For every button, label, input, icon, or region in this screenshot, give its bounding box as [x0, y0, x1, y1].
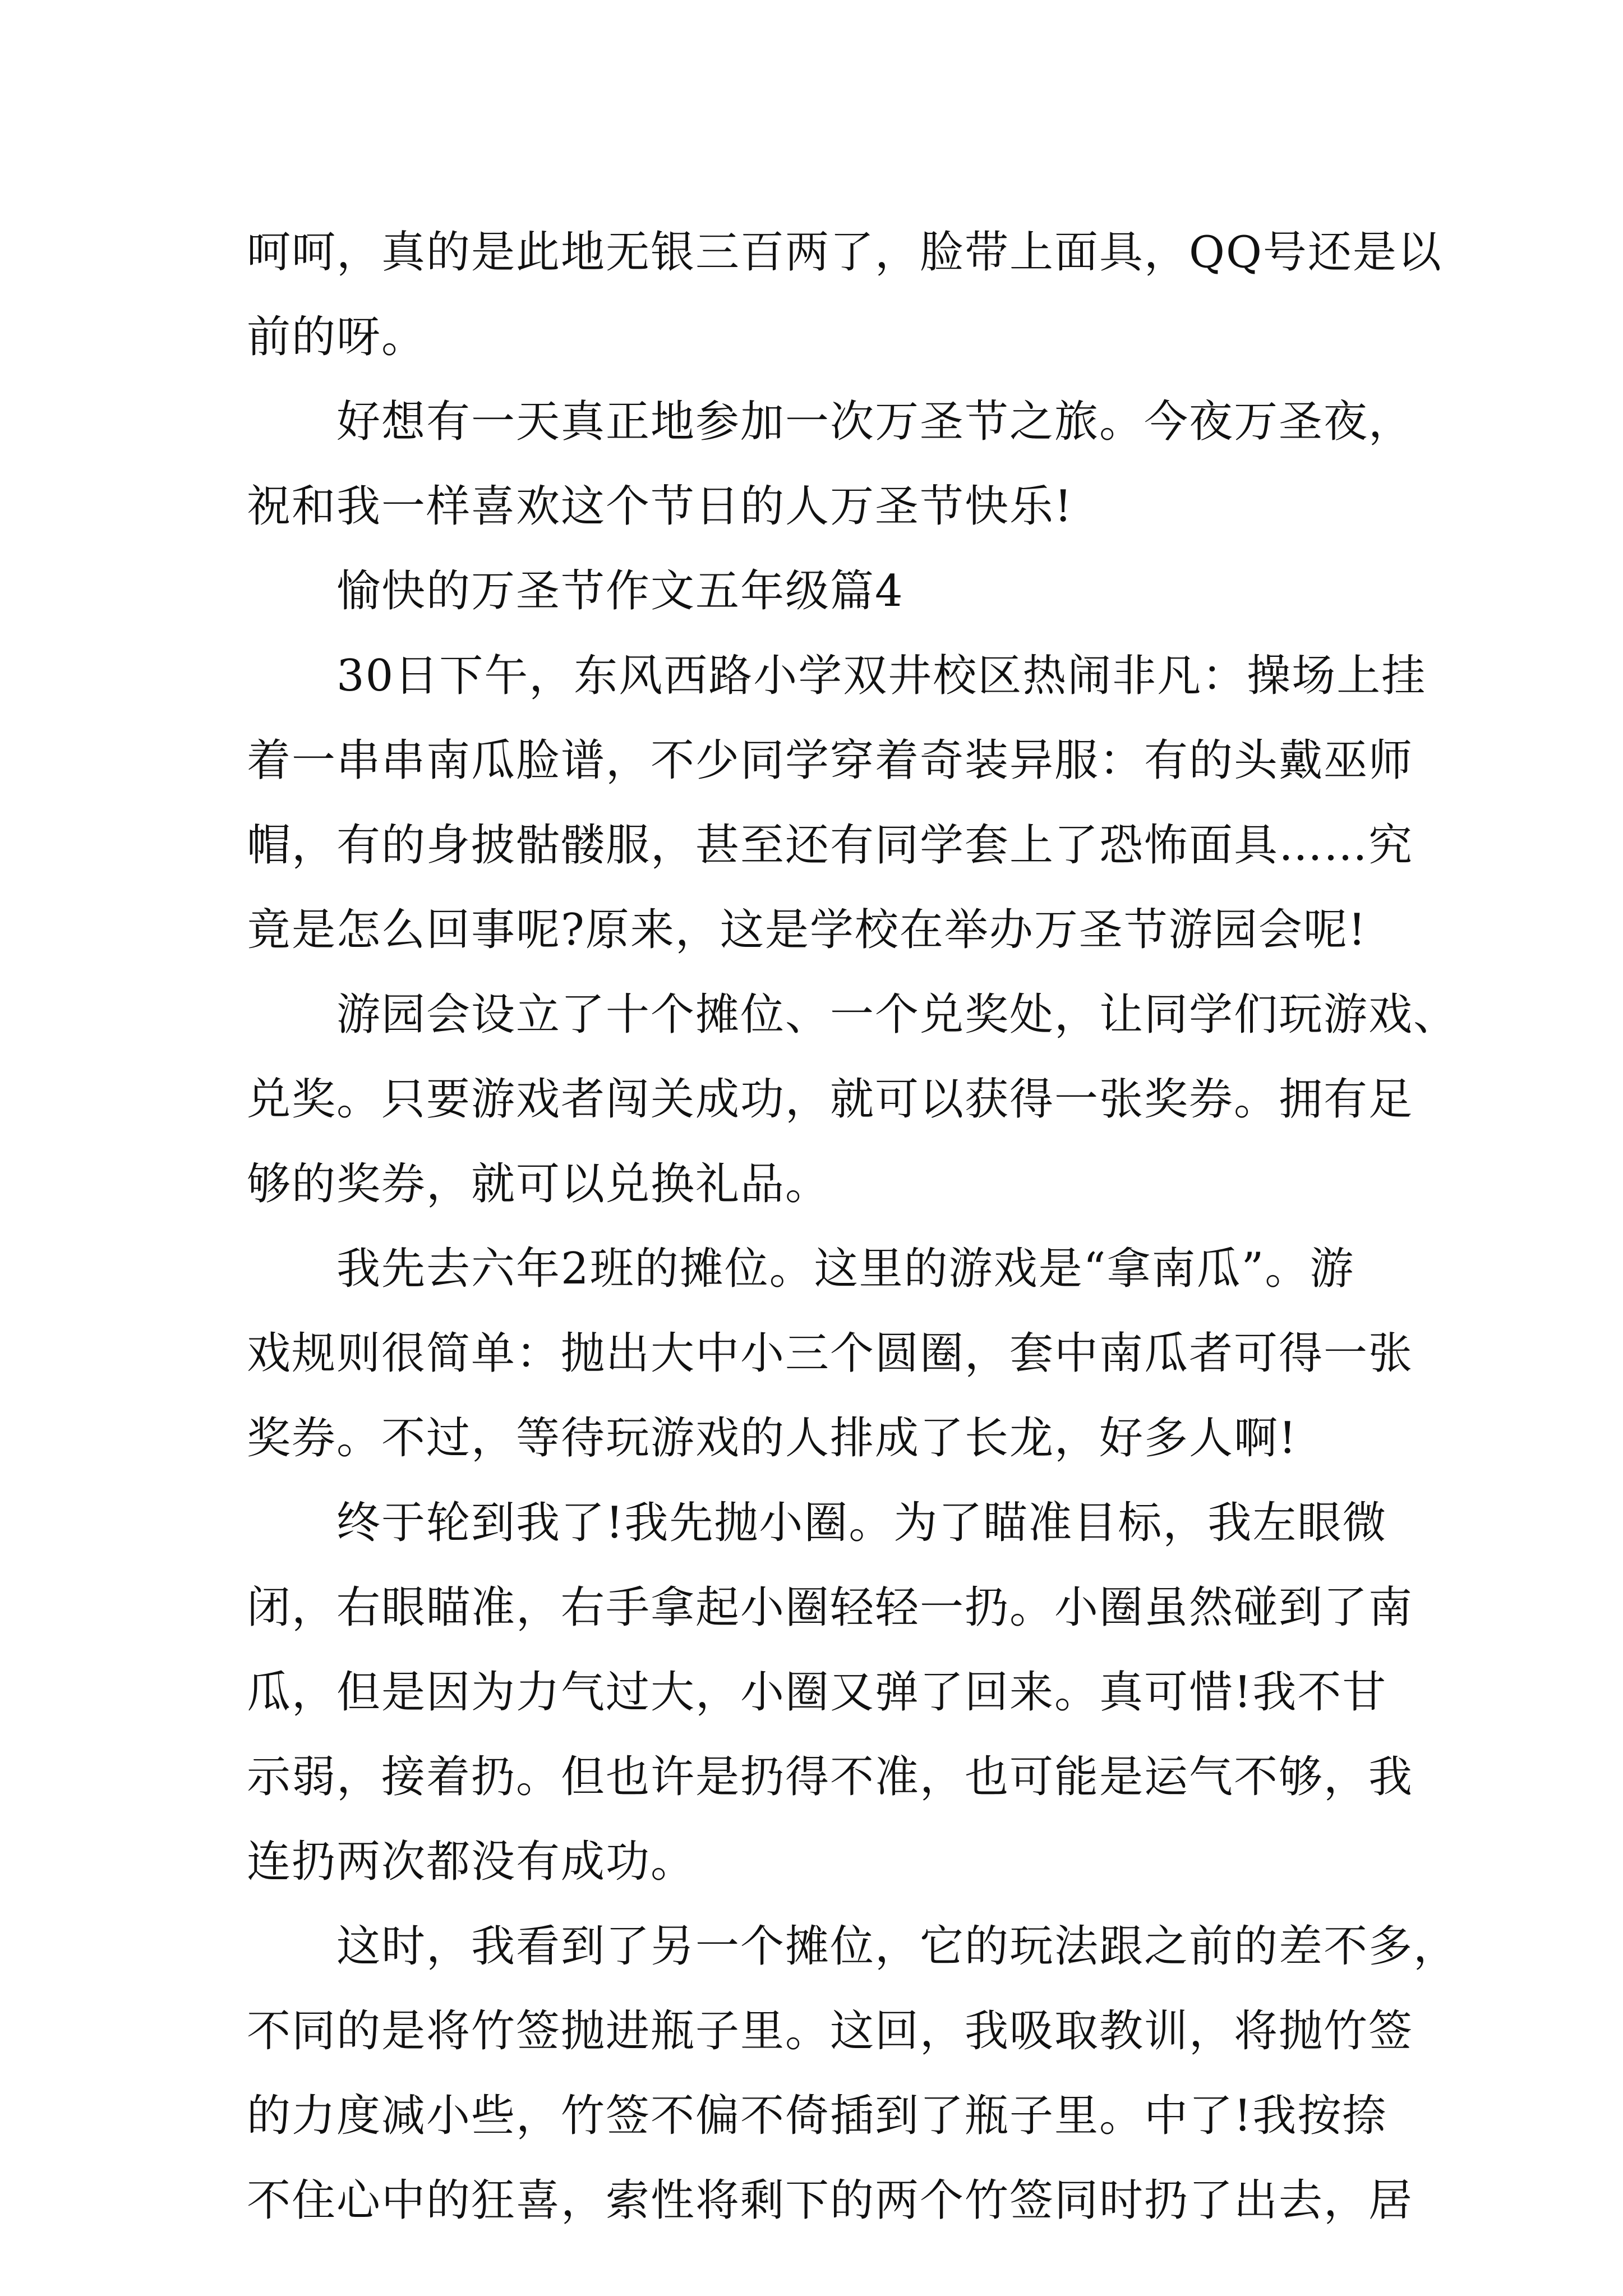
- paragraph: [247, 1481, 1414, 1904]
- heading-line: 愉快的万圣节作文五年级篇4: [336, 566, 904, 616]
- text-line: 瓜，但是因为力气过大，小圈又弹了回来。真可惜!我不甘: [247, 1667, 1387, 1718]
- paragraph: [247, 1227, 1414, 1481]
- text-line: 示弱，接着扔。但也许是扔得不准，也可能是运气不够，我: [247, 1752, 1414, 1802]
- text-line: 这时，我看到了另一个摊位，它的玩法跟之前的差不多，: [336, 1921, 1459, 1972]
- section-heading: [247, 549, 1396, 634]
- text-line: 奖券。不过，等待玩游戏的人排成了长龙，好多人啊!: [247, 1413, 1298, 1464]
- text-line: 着一串串南瓜脸谱，不少同学穿着奇装异服：有的头戴巫师: [247, 735, 1414, 786]
- text-line: 终于轮到我了!我先抛小圈。为了瞄准目标，我左眼微: [336, 1498, 1387, 1548]
- text-line: 30日下午，东风西路小学双井校区热闹非凡：操场上挂: [336, 651, 1427, 701]
- text-line: 戏规则很简单：抛出大中小三个圆圈，套中南瓜者可得一张: [247, 1328, 1414, 1379]
- text-line: 闭，右眼瞄准，右手拿起小圈轻轻一扔。小圈虽然碰到了南: [247, 1582, 1414, 1633]
- text-line: 不同的是将竹签抛进瓶子里。这回，我吸取教训，将抛竹签: [247, 2006, 1414, 2056]
- text-line: 祝和我一样喜欢这个节日的人万圣节快乐!: [247, 481, 1073, 532]
- text-line: 呵呵，真的是此地无银三百两了，脸带上面具，QQ号还是以: [247, 227, 1442, 278]
- text-line: 帽，有的身披骷髅服，甚至还有同学套上了恐怖面具……究: [247, 820, 1414, 871]
- text-line: 够的奖券，就可以兑换礼品。: [247, 1159, 831, 1209]
- document-body: [247, 210, 1459, 2243]
- text-line: 不住心中的狂喜，索性将剩下的两个竹签同时扔了出去，居: [247, 2175, 1414, 2226]
- text-line: 游园会设立了十个摊位、一个兑奖处，让同学们玩游戏、: [336, 990, 1459, 1040]
- text-line: 前的呀。: [247, 312, 427, 362]
- paragraph: [247, 634, 1427, 973]
- paragraph: [247, 380, 1414, 549]
- text-line: 的力度减小些，竹签不偏不倚插到了瓶子里。中了!我按捺: [247, 2091, 1387, 2141]
- text-line: 连扔两次都没有成功。: [247, 1837, 696, 1887]
- paragraph: [247, 973, 1459, 1227]
- text-line: 我先去六年2班的摊位。这里的游戏是“拿南瓜”。游: [336, 1244, 1355, 1294]
- text-line: 竟是怎么回事呢?原来，这是学校在举办万圣节游园会呢!: [247, 905, 1367, 955]
- text-line: 好想有一天真正地参加一次万圣节之旅。今夜万圣夜，: [336, 397, 1414, 447]
- paragraph: [247, 210, 1442, 380]
- paragraph: [247, 1904, 1459, 2243]
- text-line: 兑奖。只要游戏者闯关成功，就可以获得一张奖券。拥有足: [247, 1074, 1414, 1125]
